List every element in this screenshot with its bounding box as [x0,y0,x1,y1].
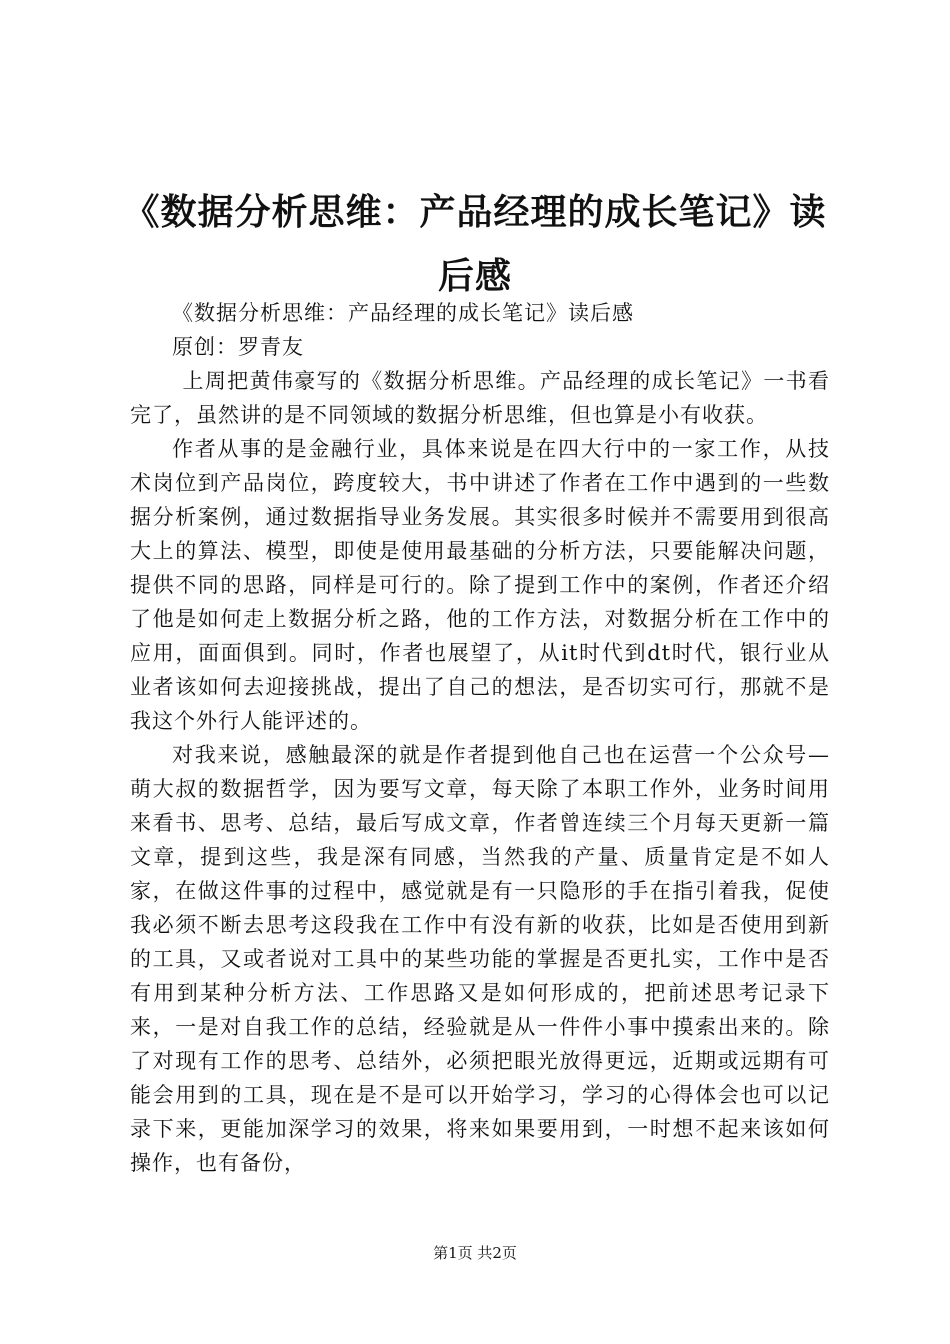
document-subtitle: 《数据分析思维：产品经理的成长笔记》读后感 [172,301,634,325]
paragraph-1: 上周把黄伟豪写的《数据分析思维。产品经理的成长笔记》一书看完了，虽然讲的是不同领域的数据分析思维，但也算是小有收获。 [130,369,830,427]
paragraph-2: 作者从事的是金融行业，具体来说是在四大行中的一家工作，从技术岗位到产品岗位，跨度较大，书中讲述了作者在工作中遇到的一些数据分析案例，通过数据指导业务发展。其实很多时候并不需要用到很高大上的算法、模型，即使是使用最基础的分析方法，只要能解决问题，提供不同的思路，同样是可行的。除了提到工作中的案例，作者还介绍了他是如何走上数据分析之路，他的工作方法，对数据分析在工作中的应用，面面俱到。同时，作者也展望了，从it时代到dt时代，银行业从业者该如何去迎接挑战，提出了自己的想法，是否切实可行，那就不是我这个外行人能评述的。 [130,437,830,733]
document-title: 《数据分析思维：产品经理的成长笔记》读后感 [123,191,827,297]
author-line: 原创：罗青友 [172,335,304,359]
page-footer: 第1页 共2页 [433,1244,517,1262]
document-body [130,296,830,1180]
paragraph-3: 对我来说，感触最深的就是作者提到他自己也在运营一个公众号—萌大叔的数据哲学，因为要写文章，每天除了本职工作外，业务时间用来看书、思考、总结，最后写成文章，作者曾连续三个月每天更新一篇文章，提到这些，我是深有同感，当然我的产量、质量肯定是不如人家，在做这件事的过程中，感觉就是有一只隐形的手在指引着我，促使我必须不断去思考这段我在工作中有没有新的收获，比如是否使用到新的工具，又或者说对工具中的某些功能的掌握是否更扎实，工作中是否有用到某种分析方法、工作思路又是如何形成的，把前述思考记录下来，一是对自我工作的总结，经验就是从一件件小事中摸索出来的。除了对现有工作的思考、总结外，必须把眼光放得更远，近期或远期有可能会用到的工具，现在是不是可以开始学习，学习的心得体会也可以记录下来，更能加深学习的效果，将来如果要用到，一时想不起来该如何操作，也有备份， [130,743,830,1175]
